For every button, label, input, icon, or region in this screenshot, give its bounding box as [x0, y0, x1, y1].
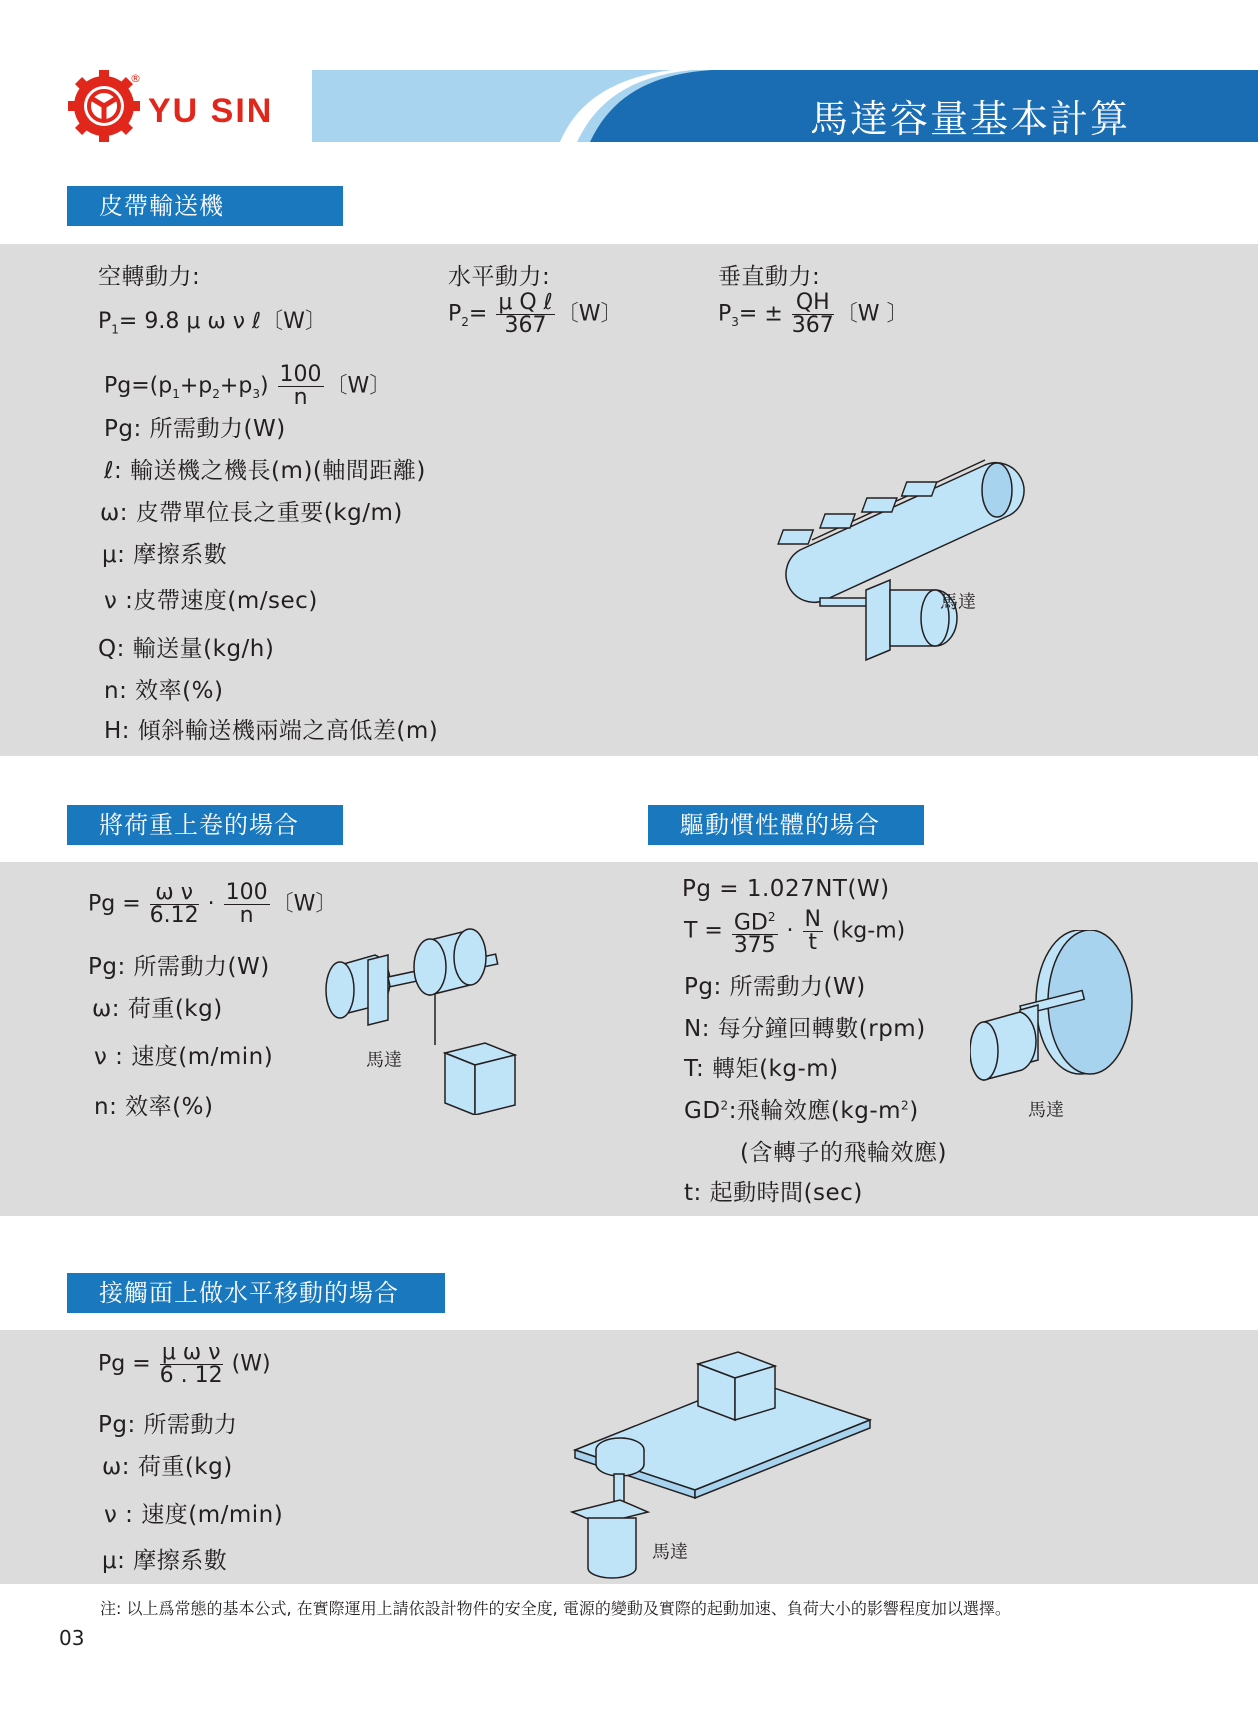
hoist-unit: 〔W〕 — [271, 891, 338, 917]
pg-sub-3: 3 — [252, 386, 260, 401]
horizontal-fraction — [160, 1342, 223, 1387]
gd-def-b: :飛輪效應(kg-m — [728, 1098, 902, 1124]
vertical-power-label: 垂直動力: — [718, 264, 821, 290]
hoist-illustration — [320, 905, 530, 1115]
p3-formula — [718, 292, 909, 337]
pg-sub-1: 1 — [172, 386, 180, 401]
motor-label-horizontal: 馬達 — [652, 1542, 688, 1563]
p3-equals: = ± — [738, 301, 783, 327]
pg-sub-2: 2 — [212, 386, 220, 401]
torque-lhs: T = — [684, 918, 723, 944]
horizontal-unit: (W) — [231, 1351, 271, 1377]
section-tab-hoist: 將荷重上卷的場合 — [67, 805, 343, 845]
pg-part-d: ) — [259, 373, 269, 399]
torque-fraction-1 — [732, 906, 778, 957]
motor-label-hoist: 馬達 — [366, 1050, 402, 1071]
def-friction: μ: 摩擦系數 — [102, 542, 228, 568]
p1-symbol: P — [98, 309, 112, 334]
torque-frac1-den: 375 — [733, 933, 776, 959]
inertia-def-time: t: 起動時間(sec) — [684, 1180, 863, 1206]
inertia-def-rpm: N: 每分鐘回轉數(rpm) — [684, 1016, 926, 1042]
hoist-dot: · — [207, 891, 215, 917]
inertia-illustration — [970, 930, 1170, 1090]
hoist-pg-lhs: Pg = — [88, 891, 141, 917]
motor-label-belt: 馬達 — [940, 592, 976, 613]
inertia-def-gd — [684, 1092, 919, 1125]
p2-equals: = — [468, 301, 488, 327]
inertia-torque-formula — [684, 906, 905, 957]
p1-formula — [98, 304, 327, 336]
gd-superscript: 2 — [767, 910, 776, 924]
idle-power-label: 空轉動力: — [98, 264, 201, 290]
horizontal-def-friction: μ: 摩擦系數 — [102, 1548, 228, 1574]
p3-unit: 〔W 〕 — [835, 301, 909, 327]
horizontal-pg-lhs: Pg = — [98, 1351, 151, 1377]
p2-subscript: 2 — [461, 314, 469, 329]
def-height-diff: H: 傾斜輸送機兩端之高低差(m) — [104, 718, 439, 744]
pg-part-b: +p — [179, 373, 213, 399]
def-pg: Pg: 所需動力(W) — [104, 416, 286, 442]
horizontal-def-load: ω: 荷重(kg) — [102, 1454, 233, 1480]
registered-mark: ® — [130, 72, 141, 85]
p2-fraction — [496, 292, 554, 337]
p2-denominator: 367 — [504, 313, 547, 338]
motor-label-inertia: 馬達 — [1028, 1100, 1064, 1121]
pg-total-formula — [104, 364, 391, 409]
p1-subscript: 1 — [111, 322, 119, 337]
hoist-frac2-num: 100 — [225, 880, 268, 905]
torque-fraction-2 — [803, 909, 823, 954]
p3-subscript: 3 — [731, 314, 739, 329]
section-tab-inertia: 驅動慣性體的場合 — [648, 805, 924, 845]
torque-frac1-num — [732, 906, 778, 935]
horizontal-move-illustration — [570, 1340, 880, 1580]
inertia-def-gd-note: (含轉子的飛輪效應) — [740, 1140, 947, 1166]
pg-part-a: Pg=(p — [104, 373, 173, 399]
section-tab-horizontal-move: 接觸面上做水平移動的場合 — [67, 1273, 445, 1313]
def-belt-speed: ν :皮帶速度(m/sec) — [104, 588, 318, 614]
torque-frac2-den: t — [808, 930, 818, 956]
section-tab-belt-conveyor: 皮帶輸送機 — [67, 186, 343, 226]
def-length: ℓ: 輸送機之機長(m)(軸間距離) — [104, 458, 426, 484]
p3-fraction — [792, 292, 834, 337]
hoist-frac1-num: ω ν — [150, 882, 199, 905]
def-belt-weight: ω: 皮帶單位長之重要(kg/m) — [100, 500, 403, 526]
def-transport: Q: 輸送量(kg/h) — [98, 636, 275, 662]
gd-def-a: GD — [684, 1098, 721, 1124]
torque-unit: (kg-m) — [831, 918, 906, 944]
inertia-def-pg: Pg: 所需動力(W) — [684, 974, 866, 1000]
page-number: 03 — [59, 1626, 85, 1650]
p3-symbol: P — [718, 301, 732, 327]
horizontal-pg-formula — [98, 1342, 271, 1387]
gd-text: GD — [733, 910, 768, 936]
brand-name: YU SIN — [148, 92, 274, 130]
gd-def-sup: 2 — [720, 1098, 729, 1113]
pg-denominator: n — [293, 385, 308, 410]
horizontal-frac-den: 6 . 12 — [159, 1363, 223, 1388]
hoist-def-efficiency: n: 效率(%) — [94, 1094, 214, 1120]
hoist-def-pg: Pg: 所需動力(W) — [88, 954, 270, 980]
torque-frac2-num: N — [804, 907, 821, 933]
hoist-frac1-den: 6.12 — [149, 903, 199, 928]
p1-rhs: = 9.8 μ ω ν ℓ〔W〕 — [118, 309, 327, 334]
belt-conveyor-illustration — [750, 440, 1040, 680]
horizontal-def-speed: ν : 速度(m/min) — [104, 1502, 284, 1528]
pg-part-c: +p — [219, 373, 253, 399]
pg-numerator: 100 — [279, 362, 322, 387]
page-title: 馬達容量基本計算 — [810, 97, 1131, 141]
horizontal-def-pg: Pg: 所需動力 — [98, 1412, 238, 1438]
gd-def-c: ) — [909, 1098, 919, 1124]
hoist-pg-formula — [88, 882, 337, 927]
footer-note: 注: 以上爲常態的基本公式, 在實際運用上請依設計物件的安全度, 電源的變動及實際的起動加速、負荷大小的影響程度加以選擇。 — [100, 1599, 1011, 1618]
torque-dot: · — [786, 918, 794, 944]
p2-symbol: P — [448, 301, 462, 327]
p2-unit: 〔W〕 — [556, 301, 623, 327]
p2-formula — [448, 292, 623, 337]
gd-def-sup2: 2 — [901, 1098, 910, 1113]
inertia-pg-formula: Pg = 1.027NT(W) — [682, 876, 890, 902]
pg-fraction — [278, 364, 324, 409]
hoist-def-speed: ν : 速度(m/min) — [94, 1044, 274, 1070]
hoist-def-load: ω: 荷重(kg) — [92, 996, 223, 1022]
p2-numerator: μ Q ℓ — [498, 290, 553, 315]
p3-denominator: 367 — [791, 313, 834, 338]
pg-unit: 〔W〕 — [325, 373, 392, 399]
def-efficiency: n: 效率(%) — [104, 678, 224, 704]
hoist-fraction-2 — [224, 882, 270, 927]
hoist-frac2-den: n — [239, 903, 254, 928]
horizontal-frac-num: μ ω ν — [160, 1342, 223, 1365]
p3-numerator: QH — [792, 292, 834, 315]
horizontal-power-label: 水平動力: — [448, 264, 551, 290]
inertia-def-torque: T: 轉矩(kg-m) — [684, 1056, 839, 1082]
hoist-fraction-1 — [150, 882, 199, 927]
